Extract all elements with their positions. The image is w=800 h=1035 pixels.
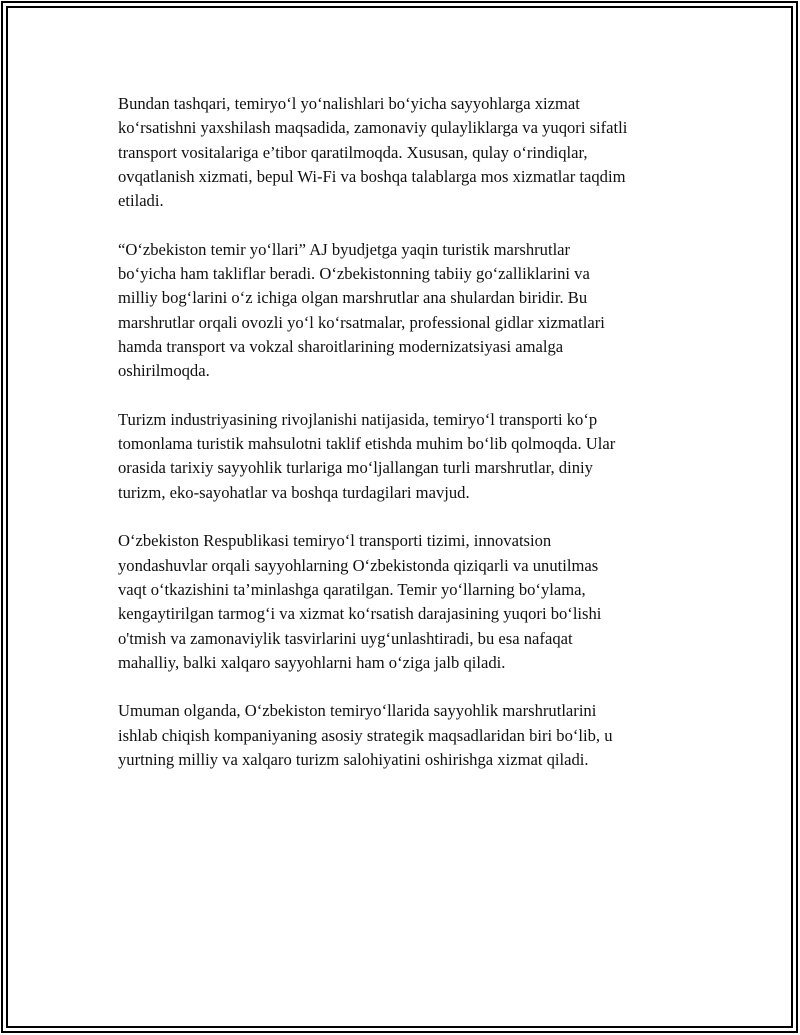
paragraph-5: Umuman olganda, O‘zbekiston temiryo‘llarida sayyohlik marshrutlarini ishlab chiqish kompaniyaning asosiy strategik maqsadlaridan biri bo‘lib, u yurtning milliy va xalqaro turizm salohiyatini oshirishga xizmat qiladi. bbox=[118, 701, 613, 770]
paragraph-1: Bundan tashqari, temiryo‘l yo‘nalishlari bo‘yicha sayyohlarga xizmat ko‘rsatishni yaxshilash maqsadida, zamonaviy qulayliklarga va yuqori sifatli transport vositalariga e’tibor qaratilmoqda. Xususan, qulay o‘rindiqlar, ovqatlanish xizmati, bepul Wi-Fi va boshqa talablarga mos xizmatlar taqdim etiladi. bbox=[118, 94, 628, 211]
document-body bbox=[118, 92, 678, 797]
paragraph-2: “O‘zbekiston temir yo‘llari” AJ byudjetga yaqin turistik marshrutlar bo‘yicha ham takliflar beradi. O‘zbekistonning tabiiy go‘zalliklarini va milliy bog‘larini o‘z ichiga olgan marshrutlar ana shulardan biridir. Bu marshrutlar orqali ovozli yo‘l ko‘rsatmalar, professional gidlar xizmatlari hamda transport va vokzal sharoitlarining modernizatsiyasi amalga oshirilmoqda. bbox=[118, 239, 605, 381]
paragraph-4: O‘zbekiston Respublikasi temiryo‘l transporti tizimi, innovatsion yondashuvlar orqali sayyohlarning O‘zbekistonda qiziqarli va unutilmas vaqt o‘tkazishini ta’minlashga qaratilgan. Temir yo‘llarning bo‘ylama, kengaytirilgan tarmog‘i va xizmat ko‘rsatish darajasining yuqori bo‘lishi o'tmish va zamonaviylik tasvirlarini uyg‘unlashtiradi, bu esa nafaqat mahalliy, balki xalqaro sayyohlarni ham o‘ziga jalb qiladi. bbox=[118, 531, 602, 672]
paragraph-3: Turizm industriyasining rivojlanishi natijasida, temiryo‘l transporti ko‘p tomonlama turistik mahsulotni taklif etishda muhim bo‘lib qolmoqda. Ular orasida tarixiy sayyohlik turlariga mo‘ljallangan turli marshrutlar, diniy turizm, eko-sayohatlar va boshqa turdagilari mavjud. bbox=[118, 409, 616, 502]
